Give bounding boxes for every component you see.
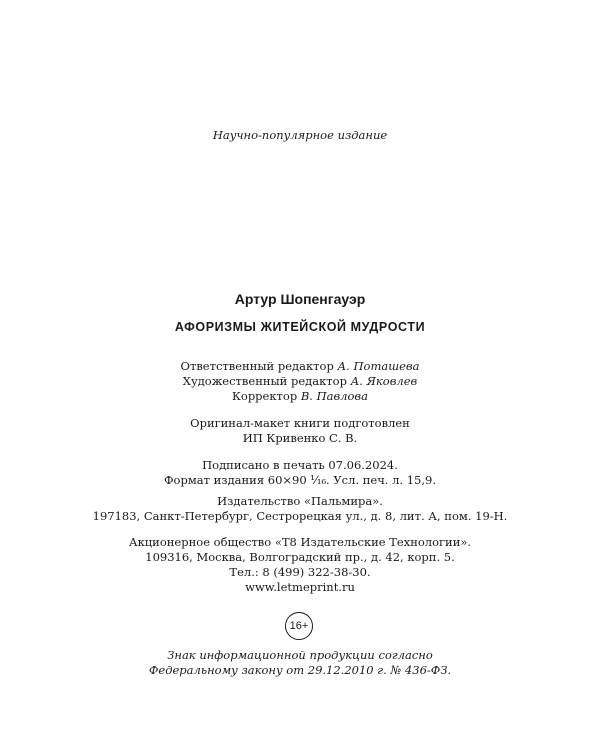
- credit-role: Художественный редактор: [182, 374, 347, 388]
- print-format: Формат издания 60×90 ¹⁄₁₆. Усл. печ. л. 15,9.: [163, 473, 436, 487]
- age-notice-line2: Федеральному закону от 29.12.2010 г. № 436-ФЗ.: [148, 663, 452, 677]
- age-notice-line1: Знак информационной продукции согласно: [167, 648, 433, 662]
- credit-proofreader: [0, 389, 600, 403]
- layout-credit-line1: Оригинал-макет книги подготовлен: [190, 416, 410, 430]
- printer-phone: Тел.: 8 (499) 322-38-30.: [229, 565, 371, 579]
- credit-art-editor: [0, 374, 600, 388]
- book-title: АФОРИЗМЫ ЖИТЕЙСКОЙ МУДРОСТИ: [174, 320, 426, 334]
- credit-chief-editor: [0, 359, 600, 373]
- printer-name: Акционерное общество «Т8 Издательские Технологии».: [128, 535, 472, 549]
- age-rating-badge: 16+: [285, 612, 313, 640]
- printer-website: www.letmeprint.ru: [245, 580, 355, 594]
- credit-role: Ответственный редактор: [180, 359, 334, 373]
- credit-person: А. Яковлев: [350, 374, 418, 388]
- credit-person: А. Поташева: [337, 359, 420, 373]
- layout-credit-line2: ИП Кривенко С. В.: [242, 431, 358, 445]
- edition-type: Научно-популярное издание: [212, 128, 388, 142]
- credit-person: В. Павлова: [300, 389, 368, 403]
- print-signed-date: Подписано в печать 07.06.2024.: [202, 458, 398, 472]
- publisher-name: Издательство «Пальмира».: [217, 494, 383, 508]
- publisher-address: 197183, Санкт-Петербург, Сестрорецкая ул., д. 8, лит. А, пом. 19-Н.: [92, 509, 508, 523]
- printer-address: 109316, Москва, Волгоградский пр., д. 42, корп. 5.: [145, 550, 455, 564]
- credit-role: Корректор: [232, 389, 298, 403]
- author-name: Артур Шопенгауэр: [234, 291, 366, 307]
